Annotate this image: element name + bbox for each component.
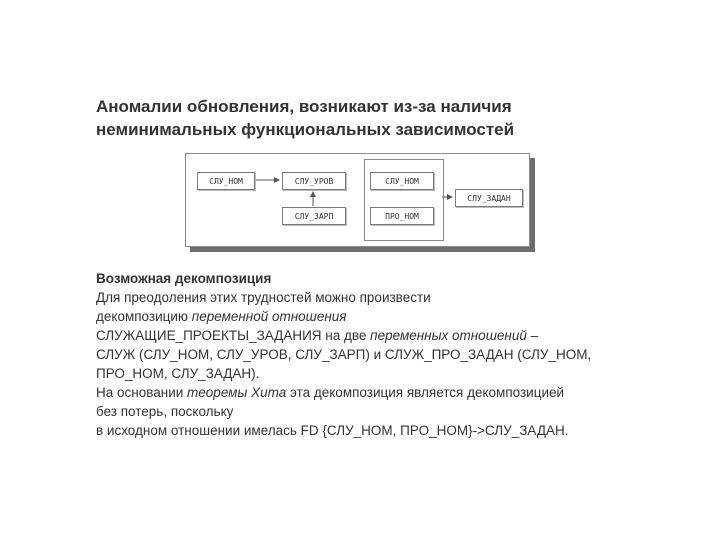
text-run: – — [526, 328, 539, 343]
section-subtitle: Возможная декомпозиция — [96, 271, 272, 286]
text-run: эта декомпозиция является декомпозицией — [286, 385, 565, 400]
paragraph-line-6 — [96, 383, 656, 402]
text-run: декомпозицию — [96, 309, 192, 324]
paragraph-line-8: в исходном отношении имелась FD {СЛУ_НОМ, ПРО_НОМ}->СЛУ_ЗАДАН. — [96, 423, 569, 438]
node-slu-nom-composite: СЛУ_НОМ — [370, 172, 434, 190]
title-line-2: неминимальных функциональных зависимостей — [96, 120, 515, 139]
text-italic: теоремы Хита — [187, 385, 287, 400]
paragraph-line-1: Для преодоления этих трудностей можно произвести — [96, 290, 431, 305]
text-run: На основании — [96, 385, 188, 400]
dependency-diagram — [185, 153, 530, 247]
paragraph-line-3 — [96, 326, 656, 345]
text-italic: переменной отношения — [191, 309, 347, 324]
slide-title — [96, 95, 656, 141]
paragraph-line-5: ПРО_НОМ, СЛУ_ЗАДАН). — [96, 366, 260, 381]
text-run: СЛУЖАЩИЕ_ПРОЕКТЫ_ЗАДАНИЯ на две — [96, 328, 371, 343]
node-slu-zadan: СЛУ_ЗАДАН — [455, 189, 523, 207]
node-slu-nom: СЛУ_НОМ — [197, 172, 255, 190]
node-slu-urov: СЛУ_УРОВ — [282, 172, 346, 190]
title-line-1: Аномалии обновления, возникают из-за наличия — [96, 97, 512, 116]
body-text — [96, 269, 656, 440]
node-pro-nom: ПРО_НОМ — [370, 207, 434, 225]
paragraph-line-4: СЛУЖ (СЛУ_НОМ, СЛУ_УРОВ, СЛУ_ЗАРП) и СЛУЖ_ПРО_ЗАДАН (СЛУ_НОМ, — [96, 347, 592, 362]
paragraph-line-2 — [96, 307, 656, 326]
text-italic: переменных отношений — [370, 328, 527, 343]
paragraph-line-7: без потерь, поскольку — [96, 404, 234, 419]
node-slu-zarp: СЛУ_ЗАРП — [282, 207, 346, 225]
